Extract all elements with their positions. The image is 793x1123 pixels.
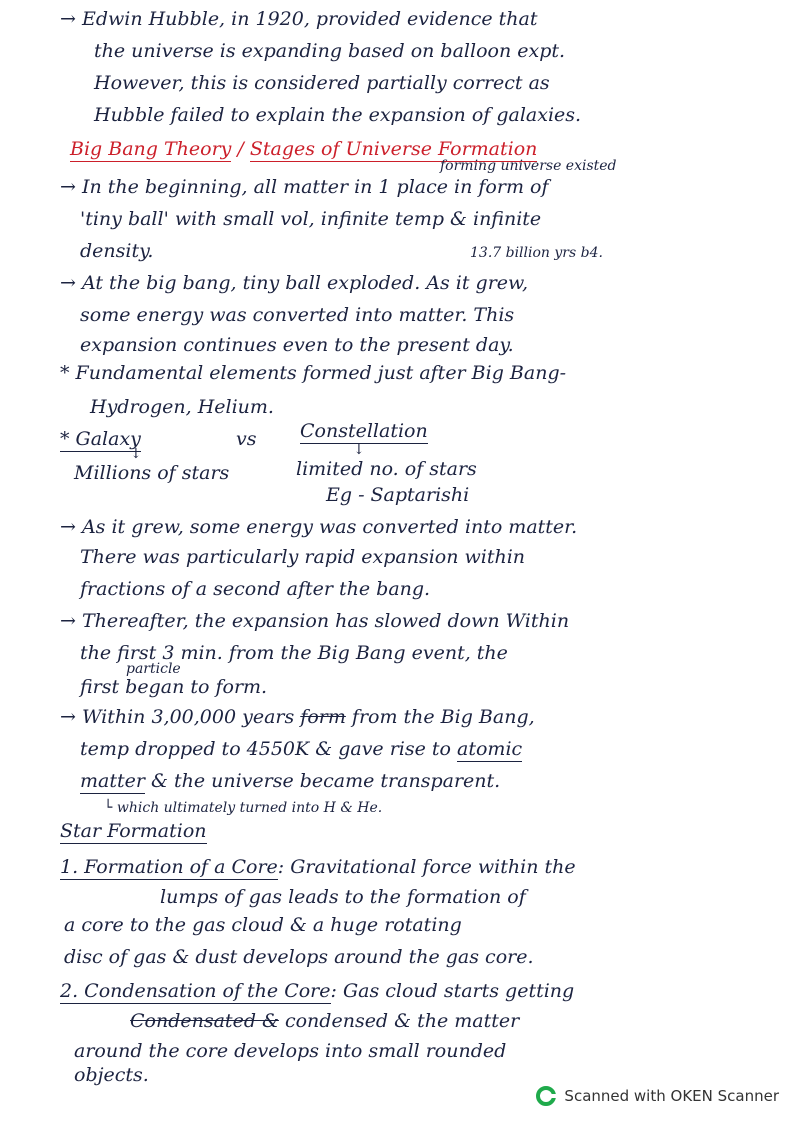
line-19-start: → Within 3,00,000 years (60, 706, 301, 728)
constellation-text: Constellation (300, 420, 428, 442)
step-2-line-3: around the core develops into small rounded (74, 1040, 507, 1062)
note-line-4: Hubble failed to explain the expansion of galaxies. (94, 104, 582, 126)
line-20-start: temp dropped to 4550K & gave rise to (80, 738, 458, 760)
insert-particle: particle (126, 661, 181, 677)
note-line-17: the first 3 min. from the Big Bang event, the (80, 642, 508, 664)
note-line-8: → At the big bang, tiny ball exploded. As it grew, (60, 272, 529, 294)
step-2-line-1 (60, 980, 574, 1002)
constellation-example: Eg - Saptarishi (326, 484, 470, 506)
step-2-line-2 (130, 1010, 519, 1032)
note-line-12: Hydrogen, Helium. (90, 396, 274, 418)
step-1-line-4: disc of gas & dust develops around the gas core. (64, 946, 534, 968)
line-21-end: & the universe became transparent. (144, 770, 501, 792)
heading-stages: Stages of Universe Formation (249, 138, 538, 160)
galaxy-label (60, 428, 141, 450)
step-2-text: : Gas cloud starts getting (330, 980, 575, 1002)
step-2-title: 2. Condensation of the Core (60, 980, 331, 1002)
step-1-line-3: a core to the gas cloud & a huge rotating (64, 914, 462, 936)
note-line-14: There was particularly rapid expansion within (80, 546, 526, 568)
step-1-line-1 (60, 856, 576, 878)
star-formation-heading (60, 820, 207, 842)
note-line-9: some energy was converted into matter. This (80, 304, 515, 326)
step-1-line-2: lumps of gas leads to the formation of (160, 886, 526, 908)
insert-billion-years: 13.7 billion yrs b4. (470, 245, 603, 261)
galaxy-description: Millions of stars (74, 462, 230, 484)
atomic-word: atomic (457, 738, 523, 760)
constellation-label (300, 420, 428, 442)
struck-words: Condensated & (130, 1010, 279, 1032)
note-line-20 (80, 738, 522, 760)
arrow-down-constellation: ↓ (353, 442, 365, 458)
note-line-18: first began to form. (80, 676, 268, 698)
line-19-end: from the Big Bang, (345, 706, 535, 728)
watermark-text: Scanned with OKEN Scanner (564, 1087, 779, 1105)
heading-big-bang-theory: Big Bang Theory (70, 138, 232, 160)
struck-word: form (300, 706, 346, 728)
note-line-3: However, this is considered partially correct as (94, 72, 550, 94)
step-1-text: : Gravitational force within the (277, 856, 576, 878)
scanner-watermark (536, 1086, 779, 1106)
note-line-1: → Edwin Hubble, in 1920, provided evidence that (60, 8, 538, 30)
note-line-21 (80, 770, 500, 792)
note-line-5: → In the beginning, all matter in 1 place in form of (60, 176, 549, 198)
arrow-down-galaxy: ↓ (130, 446, 142, 462)
step-2-line-2-end: condensed & the matter (278, 1010, 520, 1032)
note-line-6: 'tiny ball' with small vol, infinite temp & infinite (80, 208, 542, 230)
galaxy-text: * Galaxy (60, 428, 141, 450)
star-formation-text: Star Formation (60, 820, 207, 842)
heading-separator: / (231, 138, 250, 160)
note-line-16: → Thereafter, the expansion has slowed down Within (60, 610, 570, 632)
vs-label: vs (236, 428, 257, 450)
insert-forming-universe: forming universe existed (440, 158, 617, 174)
oken-scanner-logo-icon (536, 1086, 556, 1106)
big-bang-heading (70, 138, 537, 160)
note-line-2: the universe is expanding based on balloon expt. (94, 40, 566, 62)
constellation-description: limited no. of stars (296, 458, 477, 480)
note-line-19 (60, 706, 535, 728)
note-line-13: → As it grew, some energy was converted into matter. (60, 516, 578, 538)
note-line-22: └ which ultimately turned into H & He. (104, 800, 383, 816)
note-line-15: fractions of a second after the bang. (80, 578, 431, 600)
note-line-7: density. (80, 240, 154, 262)
matter-word: matter (80, 770, 145, 792)
step-2-line-4: objects. (74, 1064, 149, 1086)
note-line-10: expansion continues even to the present day. (80, 334, 514, 356)
step-1-title: 1. Formation of a Core (60, 856, 278, 878)
note-line-11: * Fundamental elements formed just after Big Bang- (60, 362, 567, 384)
